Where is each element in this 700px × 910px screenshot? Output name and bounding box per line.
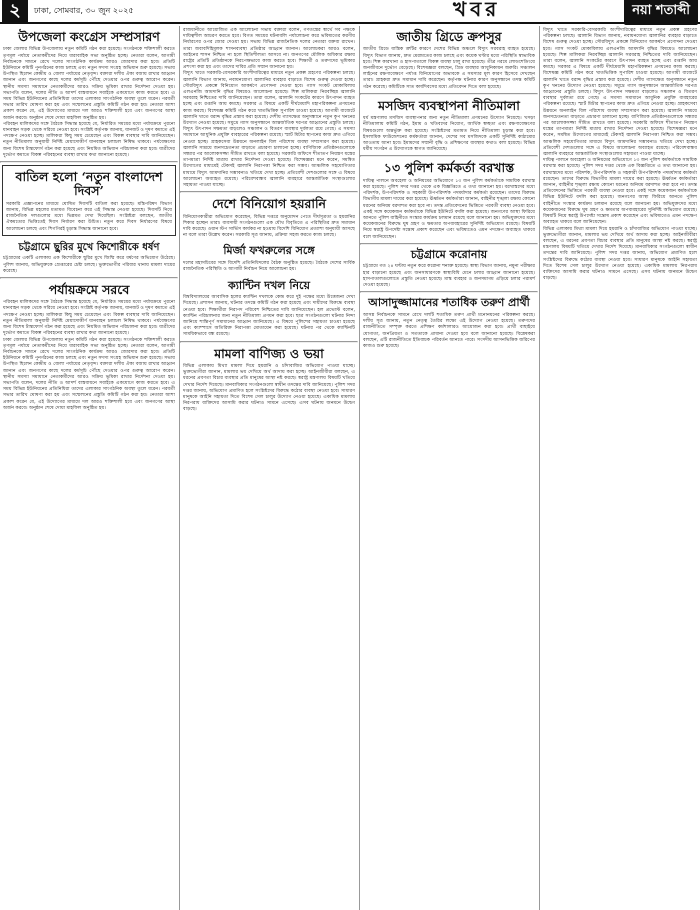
story-mosque-policy	[360, 95, 538, 156]
story-body: জাতীয় গ্রিডে যান্ত্রিক ত্রুটির কারণে দেশের বিভিন্ন অঞ্চলে বিদ্যুৎ সরবরাহ ব্যাহত হয়েছে। বিদ্যুৎ বিভাগ জানায়, দ্রুত মেরামতের কাজ চলছে এবং কয়েক ঘণ্টার মধ্যে পরিস্থিতি স্বাভাবিক হবে। শিল্প কারখানা ও হাসপাতালে বিকল্প ব্যবস্থা চালু রাখা হয়েছে। তীব্র গরমে লোডশেডিংয়ে জনজীবনে দুর্ভোগ বেড়েছে। বিশেষজ্ঞরা বলছেন, গ্রিড ব্যবস্থার আধুনিকায়ন জরুরি। সঞ্চালন লাইনের রক্ষণাবেক্ষণে পর্যাপ্ত বিনিয়োগের অভাবকে এ সমস্যার মূল কারণ হিসেবে দেখছেন তারা। গ্রাহকরা দ্রুত সমাধান দাবি করেছেন। কর্তৃপক্ষ ঘটনার কারণ অনুসন্ধানে তদন্ত কমিটি গঠন করেছে। কমিটিকে সাত কার্যদিবসের মধ্যে প্রতিবেদন দিতে বলা হয়েছে।	[363, 47, 535, 90]
story-body: বিভিন্ন এলাকায় মিথ্যা মামলা দিয়ে হয়রানি ও চাঁদাবাজির অভিযোগ পাওয়া যাচ্ছে। ভুক্তভোগীরা জানান, মামলার ভয় দেখিয়ে অর্থ আদায় করা হচ্ছে। আইনজীবীরা বলছেন, এ ধরনের প্রবণতা বিচার ব্যবস্থার প্রতি মানুষের আস্থা নষ্ট করছে। স্বরাষ্ট্র মন্ত্রণালয় বিষয়টি খতিয়ে দেখার নির্দেশ দিয়েছে। মানবাধিকার সংগঠনগুলো স্বাধীন তদন্তের দাবি জানিয়েছে। পুলিশ সদর দপ্তর জানায়, অভিযোগ প্রমাণিত হলে সংশ্লিষ্টদের বিরুদ্ধে কঠোর ব্যবস্থা নেওয়া হবে। সাধারণ মানুষকে আইনি সহায়তা দিতে বিশেষ সেল চালুর উদ্যোগ নেওয়া হয়েছে। একাধিক মামলায় নিরপরাধ ব্যক্তিদের আসামি করার ঘটনাও সামনে এসেছে। এসব ঘটনায় জনমনে উদ্বেগ বাড়ছে।	[543, 226, 697, 282]
story-mirza-fakhrul	[180, 241, 358, 275]
story-canteen	[180, 276, 358, 341]
story-body: বিভিন্ন এলাকায় মিথ্যা মামলা দিয়ে হয়রানি ও চাঁদাবাজির অভিযোগ পাওয়া যাচ্ছে। ভুক্তভোগীরা জানান, মামলার ভয় দেখিয়ে অর্থ আদায় করা হচ্ছে। আইনজীবীরা বলছেন, এ ধরনের প্রবণতা বিচার ব্যবস্থার প্রতি মানুষের আস্থা নষ্ট করছে। স্বরাষ্ট্র মন্ত্রণালয় বিষয়টি খতিয়ে দেখার নির্দেশ দিয়েছে। মানবাধিকার সংগঠনগুলো স্বাধীন তদন্তের দাবি জানিয়েছে। পুলিশ সদর দপ্তর জানায়, অভিযোগ প্রমাণিত হলে সংশ্লিষ্টদের বিরুদ্ধে কঠোর ব্যবস্থা নেওয়া হবে। সাধারণ মানুষকে আইনি সহায়তা দিতে বিশেষ সেল চালুর উদ্যোগ নেওয়া হয়েছে। একাধিক মামলায় নিরপরাধ ব্যক্তিদের আসামি করার ঘটনাও সামনে এসেছে। এসব ঘটনায় জনমনে উদ্বেগ বাড়ছে।	[183, 363, 355, 413]
headline: ১৩ পুলিশ কর্মকর্তা বরখাস্ত	[383, 160, 515, 176]
story-new-bangladesh-day	[2, 165, 176, 236]
story-investment-harassment	[180, 193, 358, 241]
masthead	[0, 0, 700, 24]
story-body: বিদ্যুৎ খাতে সরকারি-বেসরকারি অংশীদারিত্বের মাধ্যমে নতুন প্রকল্প গ্রহণের পরিকল্পনা চলছে। জ্বালানি বিভাগ জানায়, নবায়নযোগ্য জ্বালানির ব্যবহার বাড়াতে বিশেষ গুরুত্ব দেওয়া হচ্ছে। সৌরবিদ্যুৎ প্রকল্পে বিনিয়োগ আকর্ষণে প্রণোদনা দেওয়া হবে। গ্যাস সংকট মোকাবিলায় এলএনজি আমদানি বৃদ্ধির বিষয়েও আলোচনা হয়েছে। শিল্প মালিকরা নিরবচ্ছিন্ন জ্বালানি সরবরাহ নিশ্চিতের দাবি জানিয়েছেন। তারা বলেন, জ্বালানি সংকটের কারণে উৎপাদন ব্যাহত হচ্ছে এবং রপ্তানি আয় কমছে। সরকার এ বিষয়ে একটি দীর্ঘমেয়াদি মহাপরিকল্পনা প্রণয়নের কাজ করছে। বিশেষজ্ঞ কমিটি গঠন করে খাতভিত্তিক সুপারিশ চাওয়া হয়েছে। আগামী বাজেটে জ্বালানি খাতে বরাদ্দ বৃদ্ধির প্রস্তাব করা হয়েছে। দেশীয় গ্যাসক্ষেত্র অনুসন্ধানে নতুন কূপ খননের উদ্যোগ নেওয়া হয়েছে। সমুদ্রে গ্যাস অনুসন্ধানে আন্তর্জাতিক দরপত্র আহ্বানের প্রস্তুতি চলছে। বিদ্যুৎ উৎপাদন সক্ষমতা বাড়লেও সঞ্চালন ও বিতরণ ব্যবস্থার দুর্বলতা রয়ে গেছে। এ সমস্যা সমাধানে আধুনিক প্রযুক্তি ব্যবহারের পরিকল্পনা রয়েছে। স্মার্ট মিটার স্থাপনের কাজ দ্রুত এগিয়ে নেওয়া হচ্ছে। গ্রাহকসেবা উন্নয়নে অনলাইন বিল পরিশোধ ব্যবস্থা সম্প্রসারণ করা হয়েছে। জ্বালানি সাশ্রয়ে জনসচেতনতা বাড়াতে প্রচারণা চালানো হচ্ছে। বাণিজ্যিক প্রতিষ্ঠানগুলোকে সন্ধ্যার পর আলোকসজ্জা সীমিত রাখতে বলা হয়েছে। সরকারি অফিসে শীতাতপ নিয়ন্ত্রণ যন্ত্রের তাপমাত্রা নির্দিষ্ট মাত্রায় রাখার নির্দেশনা দেওয়া হয়েছে। বিশেষজ্ঞরা মনে করেন, সমন্বিত উদ্যোগের মাধ্যমেই টেকসই জ্বালানি নিরাপত্তা নিশ্চিত করা সম্ভব। আঞ্চলিক সহযোগিতার মাধ্যমে বিদ্যুৎ আমদানির সম্ভাবনাও খতিয়ে দেখা হচ্ছে। প্রতিবেশী দেশগুলোর সঙ্গে এ বিষয়ে আলোচনা অব্যাহত রয়েছে। পরিবেশবান্ধব জ্বালানি ব্যবহারে আন্তর্জাতিক সংস্থাগুলোর সহায়তা পাওয়া যাচ্ছে।	[183, 71, 355, 189]
story-body: পরিবহন মালিকদের সঙ্গে বৈঠকে সিদ্ধান্ত হয়েছে যে, নির্ধারিত সময়ের মধ্যে পর্যায়ক্রমে পুরনো যানবাহন সড়ক থেকে সরিয়ে নেওয়া হবে। সংশ্লিষ্ট কর্তৃপক্ষ জানায়, যানজট ও দূষণ কমাতে এই পদক্ষেপ নেওয়া হচ্ছে। মালিকরা কিছু সময় চেয়েছেন এবং বিকল্প ব্যবস্থার দাবি জানিয়েছেন। নতুন নীতিমালা অনুযায়ী নির্দিষ্ট মেয়াদোত্তীর্ণ যানবাহন চলাচল নিষিদ্ধ থাকবে। পর্যবেক্ষণের জন্য বিশেষ টাস্কফোর্স গঠন করা হয়েছে এবং নিয়মিত অভিযান পরিচালনা করা হবে। যাত্রীদের দুর্ভোগ কমাতে বিকল্প পরিবহনের ব্যবস্থা রাখার কথা জানানো হয়েছে।	[3, 121, 175, 158]
story-body: চট্টগ্রামে গত ২৪ ঘণ্টায় নতুন করে করোনা শনাক্ত হয়েছে। স্বাস্থ্য বিভাগ জানায়, নমুনা পরীক্ষার হার বাড়ানো হয়েছে এবং জনসাধারণকে স্বাস্থ্যবিধি মেনে চলার আহ্বান জানানো হয়েছে। হাসপাতালগুলোতে প্রস্তুতি নেওয়া হয়েছে। মাস্ক ব্যবহার ও জনসমাগম এড়িয়ে চলার পরামর্শ দেওয়া হয়েছে।	[363, 264, 535, 289]
headline: মামলা বাণিজ্য ও ভয়া	[214, 345, 324, 361]
story-case-business	[180, 343, 358, 416]
story-political-discussion	[180, 26, 358, 191]
story-body: রাজধানীতে আয়োজিত এক আলোচনা সভায় বক্তারা বলেন, গণতন্ত্রের স্বার্থে সব পক্ষকে দায়িত্বশীল আচরণ করতে হবে। বিগত সময়ের ঘটনাবলি পর্যালোচনা করে ভবিষ্যতের করণীয় নির্ধারণের ওপর জোর দেওয়া হয়। সভায় বিভিন্ন রাজনৈতিক দলের নেতারা বক্তব্য রাখেন। তারা জবাবদিহিমূলক শাসনব্যবস্থা প্রতিষ্ঠার আহ্বান জানান। আলোচকরা আরও বলেন, আইনের শাসন নিশ্চিত না হলে স্থিতিশীলতা আসবে না। জনগণের মৌলিক অধিকার রক্ষায় রাষ্ট্রের প্রতিটি প্রতিষ্ঠানকে নিরপেক্ষভাবে কাজ করতে হবে। শিক্ষার্থী ও তরুণদের ভূমিকার প্রশংসা করা হয় এবং তাদের দাবির প্রতি সম্মান জানানো হয়।	[183, 28, 355, 71]
story-body: পরিবহন মালিকদের সঙ্গে বৈঠকে সিদ্ধান্ত হয়েছে যে, নির্ধারিত সময়ের মধ্যে পর্যায়ক্রমে পুরনো যানবাহন সড়ক থেকে সরিয়ে নেওয়া হবে। সংশ্লিষ্ট কর্তৃপক্ষ জানায়, যানজট ও দূষণ কমাতে এই পদক্ষেপ নেওয়া হচ্ছে। মালিকরা কিছু সময় চেয়েছেন এবং বিকল্প ব্যবস্থার দাবি জানিয়েছেন। নতুন নীতিমালা অনুযায়ী নির্দিষ্ট মেয়াদোত্তীর্ণ যানবাহন চলাচল নিষিদ্ধ থাকবে। পর্যবেক্ষণের জন্য বিশেষ টাস্কফোর্স গঠন করা হয়েছে এবং নিয়মিত অভিযান পরিচালনা করা হবে। যাত্রীদের দুর্ভোগ কমাতে বিকল্প পরিবহনের ব্যবস্থা রাখার কথা জানানো হয়েছে।	[3, 300, 175, 337]
story-body: সরকারি প্রজ্ঞাপনের মাধ্যমে ঘোষিত দিবসটি বাতিল করা হয়েছে। মন্ত্রিপরিষদ বিভাগ জানায়, বিভিন্ন মহলের মতামত বিবেচনা করে এই সিদ্ধান্ত নেওয়া হয়েছে। দিবসটি নিয়ে রাজনৈতিক দলগুলোর মধ্যে ভিন্নমত দেখা দিয়েছিল। সংশ্লিষ্টরা বলছেন, জাতীয় ঐকমত্যের ভিত্তিতেই দিবস নির্ধারণ করা উচিত। নতুন করে দিবস নির্ধারণের বিষয়ে আলোচনা চলছে এবং শিগগিরই চূড়ান্ত সিদ্ধান্ত জানানো হবে।	[6, 201, 172, 232]
story-young-candidates	[360, 293, 538, 352]
story-body: দলের মহাসচিবের সঙ্গে বিদেশি প্রতিনিধিদলের বৈঠক অনুষ্ঠিত হয়েছে। বৈঠকে দেশের সার্বিক রাজনৈতিক পরিস্থিতি ও আগামী নির্বাচন নিয়ে আলোচনা হয়।	[183, 261, 355, 273]
story-chattogram-corona	[360, 245, 538, 291]
story-national-grid	[360, 26, 538, 93]
headline: আসাদুজ্জামানের শতাধিক তরুণ প্রার্থী	[368, 296, 530, 310]
story-body: ঢাকা জেলার বিভিন্ন উপজেলায় নতুন কমিটি গঠন করা হয়েছে। সংগঠনকে শক্তিশালী করতে তৃণমূল পর্যায়ে নেতাকর্মীদের নিয়ে ধারাবাহিক সভা অনুষ্ঠিত হচ্ছে। নেতারা বলেন, আগামী নির্বাচনকে সামনে রেখে দলের সাংগঠনিক কার্যক্রম আরও জোরদার করা হবে। প্রতিটি ইউনিয়নে কমিটি পুনর্গঠনের কাজ চলছে এবং নতুন সদস্য সংগ্রহ অভিযান শুরু হয়েছে। সভায় উপস্থিত ছিলেন কেন্দ্রীয় ও জেলা পর্যায়ের নেতৃবৃন্দ। বক্তারা দলীয় ঐক্য বজায় রাখার আহ্বান জানান এবং জনগণের কাছে দলের কর্মসূচি পৌঁছে দেওয়ার ওপর গুরুত্ব আরোপ করেন। স্থানীয় সমস্যা সমাধানে নেতাকর্মীদের আরও সক্রিয় ভূমিকা রাখার নির্দেশনা দেওয়া হয়। সভাপতি বলেন, দলের নীতি ও আদর্শ বাস্তবায়নে সবাইকে একযোগে কাজ করতে হবে। এ সময় বিভিন্ন ইউনিয়নের প্রতিনিধিরা তাদের এলাকার সাংগঠনিক অবস্থা তুলে ধরেন। পরবর্তী সভার তারিখ ঘোষণা করা হয় এবং সম্মেলনের প্রস্তুতি কমিটি গঠন করা হয়। নেতারা আশা প্রকাশ করেন যে, এই উদ্যোগের মাধ্যমে দল আরও শক্তিশালী হবে এবং জনগণের আস্থা অর্জন করবে। অনুষ্ঠান শেষে দোয়া মাহফিল অনুষ্ঠিত হয়।	[3, 47, 175, 121]
column-1	[0, 26, 178, 910]
story-body: বিশ্ববিদ্যালয়ের আবাসিক হলের ক্যান্টিন দখলকে কেন্দ্র করে দুই পক্ষের মধ্যে উত্তেজনা দেখা দিয়েছে। প্রশাসন জানায়, ঘটনার তদন্তে কমিটি গঠন করা হয়েছে এবং দায়ীদের বিরুদ্ধে ব্যবস্থা নেওয়া হবে। শিক্ষার্থীরা নিরাপদ পরিবেশ নিশ্চিতের দাবি জানিয়েছেন। হল প্রভোস্ট বলেন, ক্যান্টিন পরিচালনার জন্য নতুন নীতিমালা প্রণয়ন করা হবে। ছাত্র সংগঠনগুলো ঘটনার নিন্দা জানিয়ে শান্তিপূর্ণ সমাধানের আহ্বান জানিয়েছে। এ বিষয়ে পুলিশের সহায়তা চাওয়া হয়েছে এবং ক্যাম্পাসে অতিরিক্ত নিরাপত্তা মোতায়েন করা হয়েছে। ঘটনার পর থেকে ক্যান্টিনটি সাময়িকভাবে বন্ধ রয়েছে।	[183, 295, 355, 338]
headline: চট্টগ্রামে ছুরির মুখে কিশোরীকে ধর্ষণ	[18, 241, 160, 253]
story-phased-removal	[0, 279, 178, 414]
headline: পর্যায়ক্রমে সরবে	[48, 281, 130, 297]
column-2	[180, 26, 358, 910]
headline: মির্জা ফখরুলের সঙ্গে	[223, 244, 315, 258]
story-body: বিনিয়োগকারীরা অভিযোগ করেছেন, বিভিন্ন দপ্তরে অনুমোদন পেতে দীর্ঘসূত্রতা ও হয়রানির শিকার হচ্ছেন তারা। ব্যবসায়ী সংগঠনগুলো এক যৌথ বিবৃতিতে এ পরিস্থিতির দ্রুত সমাধান দাবি করেছে। ওয়ান স্টপ সার্ভিস কার্যকর না হওয়ায় বিদেশি বিনিয়োগ প্রত্যাশা অনুযায়ী আসছে না বলে তারা উল্লেখ করেন। সরকারি সূত্র জানায়, প্রক্রিয়া সহজ করতে কাজ চলছে।	[183, 214, 355, 239]
dateline: ঢাকা, সোমবার, ৩০ জুন ২০২৫	[34, 5, 134, 15]
page-number: ২	[2, 0, 28, 22]
story-police-suspended	[360, 157, 538, 242]
headline: দেশে বিনিয়োগ হয়রানি	[211, 196, 326, 212]
headline: ক্যান্টিন দখল নিয়ে	[228, 278, 310, 292]
column-4	[540, 26, 700, 910]
headline: উপজেলা কংগ্রেস সম্প্রসারণ	[18, 29, 160, 44]
newspaper-logo: নয়া শতাব্দী	[624, 0, 698, 25]
headline: চট্টগ্রামে করোনায়	[410, 247, 488, 261]
story-body: ঢাকা জেলার বিভিন্ন উপজেলায় নতুন কমিটি গঠন করা হয়েছে। সংগঠনকে শক্তিশালী করতে তৃণমূল পর্যায়ে নেতাকর্মীদের নিয়ে ধারাবাহিক সভা অনুষ্ঠিত হচ্ছে। নেতারা বলেন, আগামী নির্বাচনকে সামনে রেখে দলের সাংগঠনিক কার্যক্রম আরও জোরদার করা হবে। প্রতিটি ইউনিয়নে কমিটি পুনর্গঠনের কাজ চলছে এবং নতুন সদস্য সংগ্রহ অভিযান শুরু হয়েছে। সভায় উপস্থিত ছিলেন কেন্দ্রীয় ও জেলা পর্যায়ের নেতৃবৃন্দ। বক্তারা দলীয় ঐক্য বজায় রাখার আহ্বান জানান এবং জনগণের কাছে দলের কর্মসূচি পৌঁছে দেওয়ার ওপর গুরুত্ব আরোপ করেন। স্থানীয় সমস্যা সমাধানে নেতাকর্মীদের আরও সক্রিয় ভূমিকা রাখার নির্দেশনা দেওয়া হয়। সভাপতি বলেন, দলের নীতি ও আদর্শ বাস্তবায়নে সবাইকে একযোগে কাজ করতে হবে। এ সময় বিভিন্ন ইউনিয়নের প্রতিনিধিরা তাদের এলাকার সাংগঠনিক অবস্থা তুলে ধরেন। পরবর্তী সভার তারিখ ঘোষণা করা হয় এবং সম্মেলনের প্রস্তুতি কমিটি গঠন করা হয়। নেতারা আশা প্রকাশ করেন যে, এই উদ্যোগের মাধ্যমে দল আরও শক্তিশালী হবে এবং জনগণের আস্থা অর্জন করবে। অনুষ্ঠান শেষে দোয়া মাহফিল অনুষ্ঠিত হয়।	[3, 337, 175, 411]
headline: বাতিল হলো ‘নতুন বাংলাদেশ দিবস’	[15, 169, 163, 199]
story-body: ধর্ম মন্ত্রণালয় মসজিদ ব্যবস্থাপনার জন্য নতুন নীতিমালা প্রণয়নের উদ্যোগ নিয়েছে। খসড়া নীতিমালায় কমিটি গঠন, ইমাম ও খতিবদের নিয়োগ, আর্থিক স্বচ্ছতা এবং রক্ষণাবেক্ষণের বিষয়গুলো অন্তর্ভুক্ত করা হয়েছে। সংশ্লিষ্টদের মতামত নিয়ে নীতিমালা চূড়ান্ত করা হবে। ইসলামিক ফাউন্ডেশনের কর্মকর্তারা জানান, দেশের সব মসজিদকে একটি সুনির্দিষ্ট কাঠামোর আওতায় আনা হবে। ইমামদের সম্মানী বৃদ্ধি ও প্রশিক্ষণের ব্যবস্থার কথাও বলা হয়েছে। বিভিন্ন ধর্মীয় সংগঠন এ উদ্যোগকে স্বাগত জানিয়েছে।	[363, 116, 535, 153]
column-3	[360, 26, 538, 910]
story-body: দায়িত্ব পালনে অবহেলা ও অনিয়মের অভিযোগে ১৩ জন পুলিশ কর্মকর্তাকে সাময়িক বরখাস্ত করা হয়েছে। পুলিশ সদর দপ্তর থেকে এক বিজ্ঞপ্তিতে এ তথ্য জানানো হয়। বরখাস্তদের মধ্যে পরিদর্শক, উপপরিদর্শক ও সহকারী উপপরিদর্শক পদমর্যাদার কর্মকর্তা রয়েছেন। তাদের বিরুদ্ধে বিভাগীয় মামলা দায়ের করা হয়েছে। ঊর্ধ্বতন কর্মকর্তারা জানান, বাহিনীর শৃঙ্খলা রক্ষায় কোনো ধরনের অনিয়ম বরদাশত করা হবে না। তদন্ত প্রতিবেদনের ভিত্তিতে পরবর্তী ব্যবস্থা নেওয়া হবে। একই সঙ্গে কয়েকজন কর্মকর্তাকে বিভিন্ন ইউনিটে বদলি করা হয়েছে। জনগণের আস্থা ফিরিয়ে আনতে পুলিশ বাহিনীতে সংস্কার কার্যক্রম চলমান রয়েছে বলে জানানো হয়। অভিযুক্তদের মধ্যে কয়েকজনের বিরুদ্ধে ঘুষ গ্রহণ ও ক্ষমতার অপব্যবহারের সুনির্দিষ্ট অভিযোগ রয়েছে। বিষয়টি নিয়ে স্বরাষ্ট্র উপদেষ্টা সন্তোষ প্রকাশ করেছেন এবং ভবিষ্যতেও এমন পদক্ষেপ অব্যাহত থাকবে বলে জানিয়েছেন।	[543, 158, 697, 226]
story-chattogram-crime	[0, 238, 178, 277]
story-body: বিদ্যুৎ খাতে সরকারি-বেসরকারি অংশীদারিত্বের মাধ্যমে নতুন প্রকল্প গ্রহণের পরিকল্পনা চলছে। জ্বালানি বিভাগ জানায়, নবায়নযোগ্য জ্বালানির ব্যবহার বাড়াতে বিশেষ গুরুত্ব দেওয়া হচ্ছে। সৌরবিদ্যুৎ প্রকল্পে বিনিয়োগ আকর্ষণে প্রণোদনা দেওয়া হবে। গ্যাস সংকট মোকাবিলায় এলএনজি আমদানি বৃদ্ধির বিষয়েও আলোচনা হয়েছে। শিল্প মালিকরা নিরবচ্ছিন্ন জ্বালানি সরবরাহ নিশ্চিতের দাবি জানিয়েছেন। তারা বলেন, জ্বালানি সংকটের কারণে উৎপাদন ব্যাহত হচ্ছে এবং রপ্তানি আয় কমছে। সরকার এ বিষয়ে একটি দীর্ঘমেয়াদি মহাপরিকল্পনা প্রণয়নের কাজ করছে। বিশেষজ্ঞ কমিটি গঠন করে খাতভিত্তিক সুপারিশ চাওয়া হয়েছে। আগামী বাজেটে জ্বালানি খাতে বরাদ্দ বৃদ্ধির প্রস্তাব করা হয়েছে। দেশীয় গ্যাসক্ষেত্র অনুসন্ধানে নতুন কূপ খননের উদ্যোগ নেওয়া হয়েছে। সমুদ্রে গ্যাস অনুসন্ধানে আন্তর্জাতিক দরপত্র আহ্বানের প্রস্তুতি চলছে। বিদ্যুৎ উৎপাদন সক্ষমতা বাড়লেও সঞ্চালন ও বিতরণ ব্যবস্থার দুর্বলতা রয়ে গেছে। এ সমস্যা সমাধানে আধুনিক প্রযুক্তি ব্যবহারের পরিকল্পনা রয়েছে। স্মার্ট মিটার স্থাপনের কাজ দ্রুত এগিয়ে নেওয়া হচ্ছে। গ্রাহকসেবা উন্নয়নে অনলাইন বিল পরিশোধ ব্যবস্থা সম্প্রসারণ করা হয়েছে। জ্বালানি সাশ্রয়ে জনসচেতনতা বাড়াতে প্রচারণা চালানো হচ্ছে। বাণিজ্যিক প্রতিষ্ঠানগুলোকে সন্ধ্যার পর আলোকসজ্জা সীমিত রাখতে বলা হয়েছে। সরকারি অফিসে শীতাতপ নিয়ন্ত্রণ যন্ত্রের তাপমাত্রা নির্দিষ্ট মাত্রায় রাখার নির্দেশনা দেওয়া হয়েছে। বিশেষজ্ঞরা মনে করেন, সমন্বিত উদ্যোগের মাধ্যমেই টেকসই জ্বালানি নিরাপত্তা নিশ্চিত করা সম্ভব। আঞ্চলিক সহযোগিতার মাধ্যমে বিদ্যুৎ আমদানির সম্ভাবনাও খতিয়ে দেখা হচ্ছে। প্রতিবেশী দেশগুলোর সঙ্গে এ বিষয়ে আলোচনা অব্যাহত রয়েছে। পরিবেশবান্ধব জ্বালানি ব্যবহারে আন্তর্জাতিক সংস্থাগুলোর সহায়তা পাওয়া যাচ্ছে।	[543, 28, 697, 158]
story-body: দায়িত্ব পালনে অবহেলা ও অনিয়মের অভিযোগে ১৩ জন পুলিশ কর্মকর্তাকে সাময়িক বরখাস্ত করা হয়েছে। পুলিশ সদর দপ্তর থেকে এক বিজ্ঞপ্তিতে এ তথ্য জানানো হয়। বরখাস্তদের মধ্যে পরিদর্শক, উপপরিদর্শক ও সহকারী উপপরিদর্শক পদমর্যাদার কর্মকর্তা রয়েছেন। তাদের বিরুদ্ধে বিভাগীয় মামলা দায়ের করা হয়েছে। ঊর্ধ্বতন কর্মকর্তারা জানান, বাহিনীর শৃঙ্খলা রক্ষায় কোনো ধরনের অনিয়ম বরদাশত করা হবে না। তদন্ত প্রতিবেদনের ভিত্তিতে পরবর্তী ব্যবস্থা নেওয়া হবে। একই সঙ্গে কয়েকজন কর্মকর্তাকে বিভিন্ন ইউনিটে বদলি করা হয়েছে। জনগণের আস্থা ফিরিয়ে আনতে পুলিশ বাহিনীতে সংস্কার কার্যক্রম চলমান রয়েছে বলে জানানো হয়। অভিযুক্তদের মধ্যে কয়েকজনের বিরুদ্ধে ঘুষ গ্রহণ ও ক্ষমতার অপব্যবহারের সুনির্দিষ্ট অভিযোগ রয়েছে। বিষয়টি নিয়ে স্বরাষ্ট্র উপদেষ্টা সন্তোষ প্রকাশ করেছেন এবং ভবিষ্যতেও এমন পদক্ষেপ অব্যাহত থাকবে বলে জানিয়েছেন।	[363, 178, 535, 240]
headline: জাতীয় গ্রিডে ক্রপসুর	[396, 29, 502, 44]
story-energy-continued	[540, 26, 700, 284]
section-title: খবর	[453, 0, 501, 21]
story-upazila-congress	[0, 26, 178, 161]
story-body: চট্টগ্রামের একটি এলাকায় এক কিশোরীকে ছুরির মুখে জিম্মি করে ধর্ষণের অভিযোগ উঠেছে। পুলিশ জানায়, অভিযুক্তকে গ্রেপ্তারের চেষ্টা চলছে। ভুক্তভোগীর পরিবার থানায় মামলা দায়ের করেছে।	[3, 256, 175, 274]
headline: মসজিদ ব্যবস্থাপনা নীতিমালা	[378, 97, 520, 113]
story-body: আসন্ন নির্বাচনকে সামনে রেখে দলটি শতাধিক তরুণ প্রার্থী মনোনয়নের পরিকল্পনা করছে। দলীয় সূত্র জানায়, নতুন নেতৃত্ব তৈরির লক্ষ্যে এই উদ্যোগ নেওয়া হয়েছে। তরুণদের রাজনীতিতে সম্পৃক্ত করতে প্রশিক্ষণ কর্মশালারও আয়োজন করা হবে। প্রার্থী বাছাইয়ে যোগ্যতা, জনপ্রিয়তা ও সততাকে প্রাধান্য দেওয়া হবে বলে জানানো হয়েছে। বিশ্লেষকরা বলছেন, এটি রাজনীতিতে ইতিবাচক পরিবর্তন আনতে পারে। সংসদীয় আসনভিত্তিক জরিপের কাজও শুরু হয়েছে।	[363, 312, 535, 349]
